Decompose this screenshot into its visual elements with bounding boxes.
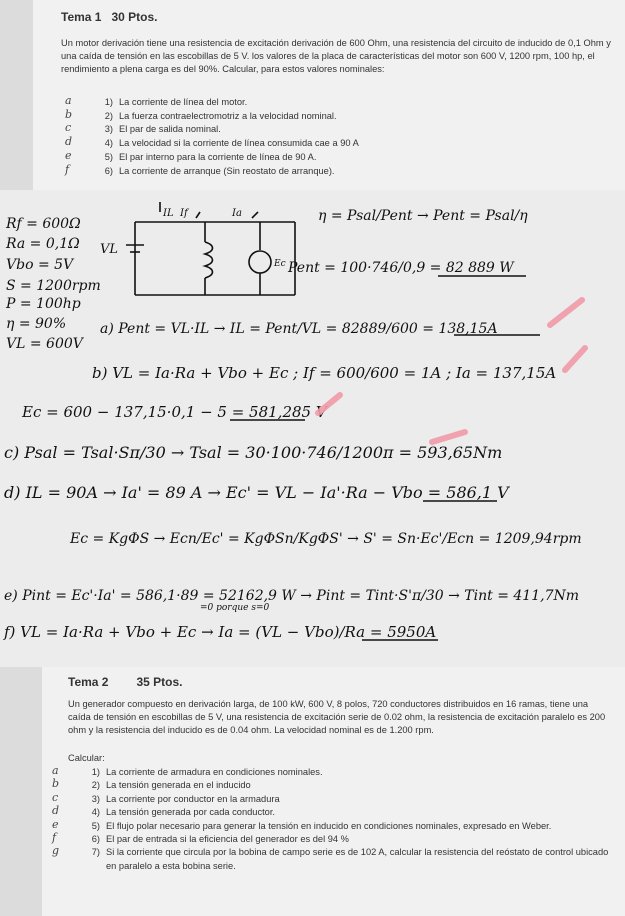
tema1-statement: Un motor derivación tiene una resistencia de excitación derivación de 600 Ohm, una resistencia del circuito de inducido de 0,1 Ohm y una caída de tensión en las escobillas de 5 V. los valores de la placa de características del motor son 600 V, 1200 rpm, 100 hp, el rendimiento a plena carga es del 90%. Calcular, para estos valores nominales: (61, 38, 611, 74)
question-number: 3) (104, 124, 113, 135)
question-text: La velocidad si la corriente de línea consumida cae a 90 A (119, 138, 359, 149)
tema2-statement: Un generador compuesto en derivación larga, de 100 kW, 600 V, 8 polos, 720 conductores distribuidos en 16 ramas, tiene una caída de tensión en escobillas de 5 V, una resistencia de excitación serie de 0.02 ohm, la resistencia de excitación paralelo es 200 ohm y la resistencia del inducido es de 0.04 ohm. La velocidad nominal es de 1.200 rpm. (68, 699, 606, 735)
tema1-question (65, 135, 359, 151)
tema2-questions (52, 764, 618, 873)
tema2-title: Tema 2 (68, 675, 109, 689)
circuit-label-vl: VL (100, 242, 119, 257)
circuit-label-ia: Ia (232, 208, 242, 219)
answer-mark: f (52, 831, 57, 845)
question-text: El par interno para la corriente de línea de 90 A. (119, 151, 317, 162)
circuit-label-il: IL (163, 208, 174, 219)
efficiency-equation: η = Psal/Pent → Pent = Psal/η (318, 208, 528, 224)
answer-mark: a (52, 764, 59, 777)
solution-f-note: =0 porque s=0 (200, 603, 270, 613)
answer-mark: e (52, 817, 59, 831)
handwritten-solution (0, 190, 625, 667)
given-value: Vbo = 5V (6, 257, 74, 273)
tema2-calc-label: Calcular: (68, 753, 105, 763)
given-value: Ra = 0,1Ω (6, 236, 80, 252)
given-value: η = 90% (6, 316, 67, 332)
given-value: Rf = 600Ω (6, 216, 81, 232)
solution-b-result: Ec = 600 − 137,15·0,1 − 5 = 581,285 V (22, 403, 327, 421)
tema2-question (52, 790, 618, 806)
tema1-question (65, 121, 359, 137)
question-number: 2) (104, 110, 113, 121)
tema1-title: Tema 1 (61, 10, 102, 24)
solution-c: c) Psal = Tsal·Sπ/30 → Tsal = 30·100·746/1200π = 593,65Nm (4, 443, 503, 462)
given-value: VL = 600V (6, 336, 83, 352)
solution-e: e) Pint = Ec'·Ia' = 586,1·89 = 52162,9 W → Pint = Tint·S'π/30 → Tint = 411,7Nm (4, 588, 579, 604)
check-mark (550, 300, 582, 325)
question-text: La corriente de arranque (Sin reostato de arranque). (119, 165, 335, 176)
circuit-label-if: If (180, 208, 188, 219)
tema1-heading (61, 10, 158, 24)
answer-mark: f (65, 162, 70, 176)
solution-f: f) VL = Ia·Ra + Vbo + Ec → Ia = (VL − Vbo)/Ra = 5950A (4, 623, 437, 641)
answer-mark: d (52, 804, 60, 818)
question-number: 4) (104, 138, 113, 149)
question-text: La corriente por conductor en la armadura (106, 793, 280, 804)
question-text: La corriente de armadura en condiciones nominales. (106, 767, 323, 777)
question-text: El flujo polar necesario para generar la tensión en inducido en condiciones nominales, expresado en Weber. (106, 820, 552, 831)
tema2-question (52, 844, 618, 873)
motor-circuit-diagram (126, 202, 295, 295)
givens-list (5, 216, 101, 352)
question-text: La corriente de línea del motor. (119, 97, 248, 107)
solution-b: b) VL = Ia·Ra + Vbo + Ec ; If = 600/600 = 1A ; Ia = 137,15A (92, 364, 557, 382)
question-number: 5) (104, 151, 113, 162)
answer-mark: e (65, 148, 72, 162)
question-text: Si la corriente que circula por la bobina de campo serie es de 102 A, calcular la resistencia del reóstato de control ubicado en paralelo a esta bobina serie. (106, 847, 609, 871)
tema2-question (52, 804, 618, 819)
tema2-question (52, 831, 618, 846)
tema1-question (65, 94, 359, 110)
question-number: 6) (91, 834, 100, 845)
check-mark (565, 348, 585, 370)
answer-mark: a (65, 94, 72, 107)
answer-mark: b (52, 777, 60, 791)
tema2-card (42, 667, 625, 916)
circuit-label-ec: Ec (274, 259, 286, 269)
solution-d-speed: Ec = KgΦS → Ecn/Ec' = KgΦSn/KgΦS' → S' = Sn·Ec'/Ecn = 1209,94rpm (70, 531, 582, 547)
tema2-points: 35 Ptos. (136, 675, 183, 689)
input-power-equation: Pent = 100·746/0,9 = 82 889 W (288, 260, 514, 276)
tema2-heading (68, 675, 183, 689)
question-number: 7) (91, 847, 100, 858)
question-number: 4) (91, 807, 100, 818)
question-number: 6) (104, 165, 113, 176)
tema1-questions (65, 94, 359, 178)
question-text: El par de entrada si la eficiencia del generador es del 94 % (106, 834, 349, 845)
solution-d: d) IL = 90A → Ia' = 89 A → Ec' = VL − Ia'·Ra − Vbo = 586,1 V (4, 483, 509, 502)
answer-mark: g (52, 844, 60, 858)
answer-mark: c (52, 790, 59, 804)
check-mark (432, 432, 465, 442)
answer-mark: d (65, 135, 73, 149)
question-number: 1) (91, 767, 100, 777)
solution-a: a) Pent = VL·IL → IL = Pent/VL = 82889/600 = 138,15A (100, 321, 498, 337)
answer-mark: c (65, 121, 72, 135)
tema1-question (65, 148, 359, 165)
question-number: 3) (91, 793, 100, 804)
question-text: La fuerza contraelectromotriz a la velocidad nominal. (119, 110, 337, 121)
tema2-question (52, 817, 618, 833)
tema2-question (52, 777, 618, 792)
tema1-points: 30 Ptos. (111, 10, 158, 24)
question-text: La tensión generada por cada conductor. (106, 807, 276, 818)
question-text: El par de salida nominal. (119, 124, 221, 135)
tema1-question (65, 162, 359, 179)
question-number: 5) (91, 820, 100, 831)
question-text: La tensión generada en el inducido (106, 780, 251, 791)
tema2-question (52, 764, 618, 779)
question-number: 2) (91, 780, 100, 791)
given-value: P = 100hp (6, 296, 81, 312)
tema1-card (33, 0, 625, 190)
answer-mark: b (65, 107, 73, 121)
tema1-question (65, 107, 359, 124)
question-number: 1) (104, 97, 113, 107)
given-value: S = 1200rpm (6, 278, 101, 294)
